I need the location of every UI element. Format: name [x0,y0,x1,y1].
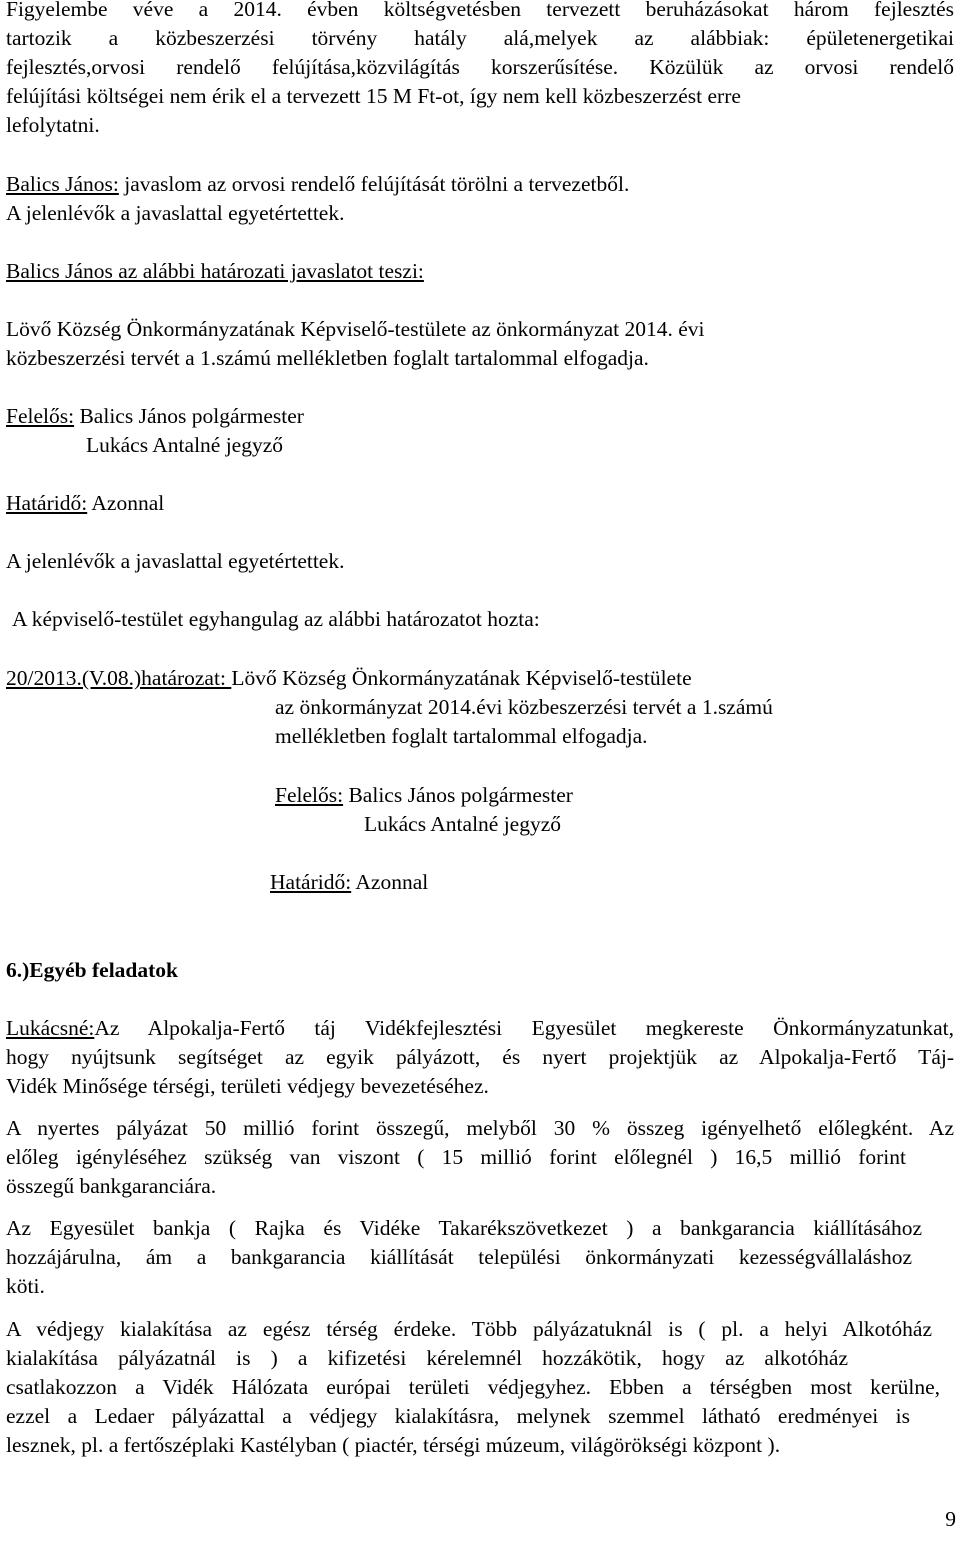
paragraph-line: köti. [6,1274,45,1298]
responsible-label: Felelős: [6,404,75,428]
proposal-2-line: közbeszerzési tervét a 1.számú mellékletben foglalt tartalommal elfogadja. [6,346,649,370]
resolution-line: az önkormányzat 2014.évi közbeszerzési tervét a 1.számú [275,695,773,719]
unanimous-statement: A képviselő-testület egyhangulag az alábbi határozatot hozta: [12,607,540,631]
responsible-notary: Lukács Antalné jegyző [86,433,284,457]
paragraph-line: előleg igényléséhez szükség van viszont ( 15 millió forint előlegnél ) 16,5 millió forint [6,1145,906,1169]
speaker-name: Lukácsné: [6,1016,95,1040]
intro-line: fejlesztés,orvosi rendelő felújítása,közvilágítás korszerűsítése. Közülük az orvosi rendelő [6,55,954,79]
resolution-responsible [275,781,573,810]
deadline-1 [6,489,164,518]
paragraph-line [6,1014,954,1043]
proposal-2-line: Lövő Község Önkormányzatának Képviselő-testülete az önkormányzat 2014. évi [6,317,705,341]
proposal-1 [6,170,629,199]
intro-line: lefolytatni. [6,113,100,137]
paragraph-line: A védjegy kialakítása az egész térség érdeke. Több pályázatuknál is ( pl. a helyi Alkotóház [6,1317,932,1341]
proposal-text: javaslom az orvosi rendelő felújítását törölni a tervezetből. [118,172,630,196]
intro-line: tartozik a közbeszerzési törvény hatály alá,melyek az alábbiak: épületenergetikai [6,26,954,50]
resolution-line: Lövő Község Önkormányzatának Képviselő-testülete [231,666,692,690]
speaker-name: Balics János: [6,172,119,196]
paragraph-line: Vidék Minősége térségi, területi védjegy bevezetéséhez. [6,1074,489,1098]
deadline-value: Azonnal [351,870,429,894]
responsible-mayor: Balics János polgármester [343,783,573,807]
paragraph-line: összegű bankgaranciára. [6,1174,217,1198]
section-6-title: 6.)Egyéb feladatok [6,958,178,982]
resolution-header [6,664,692,693]
paragraph-line: Az Egyesület bankja ( Rajka és Vidéke Takarékszövetkezet ) a bankgarancia kiállításához [6,1216,922,1240]
resolution-deadline [270,868,428,897]
proposal-2-heading: Balics János az alábbi határozati javaslatot teszi: [6,259,424,283]
paragraph-line: csatlakozzon a Vidék Hálózata európai területi védjegyhez. Ebben a térségben most kerülne, [6,1375,940,1399]
resolution-label: 20/2013.(V.08.)határozat: [6,666,232,690]
responsible-mayor: Balics János polgármester [74,404,304,428]
intro-line: Figyelembe véve a 2014. évben költségvetésben tervezett beruházásokat három fejlesztés [6,0,954,21]
agreement-2: A jelenlévők a javaslattal egyetértettek. [6,549,345,573]
paragraph-line: hogy nyújtsunk segítséget az egyik pályázott, és nyert projektjük az Alpokalja-Fertő Táj- [6,1045,954,1069]
deadline-label: Határidő: [270,870,352,894]
responsible-1 [6,402,304,431]
agreement-1: A jelenlévők a javaslattal egyetértettek. [6,201,345,225]
responsible-notary: Lukács Antalné jegyző [364,812,562,836]
paragraph-text: Az Alpokalja-Fertő táj Vidékfejlesztési Egyesület megkereste Önkormányzatunkat, [94,1016,954,1040]
paragraph-line: hozzájárulna, ám a bankgarancia kiállítását települési önkormányzati kezességvállaláshoz [6,1245,912,1269]
resolution-line: mellékletben foglalt tartalommal elfogadja. [275,724,648,748]
deadline-value: Azonnal [87,491,165,515]
paragraph-line: ezzel a Ledaer pályázattal a védjegy kialakításra, melynek szemmel látható eredményei is [6,1404,910,1428]
paragraph-line: A nyertes pályázat 50 millió forint összegű, melyből 30 % összeg igényelhető előlegként. Az [6,1116,954,1140]
paragraph-line: lesznek, pl. a fertőszéplaki Kastélyban ( piactér, térségi múzeum, világörökségi központ ). [6,1433,781,1457]
deadline-label: Határidő: [6,491,88,515]
intro-line: felújítási költségei nem érik el a tervezett 15 M Ft-ot, így nem kell közbeszerzést erre [6,84,741,108]
page-number: 9 [945,1507,956,1531]
paragraph-line: kialakítása pályázatnál is ) a kifizetési kérelemnél hozzákötik, hogy az alkotóház [6,1346,848,1370]
responsible-label: Felelős: [275,783,344,807]
